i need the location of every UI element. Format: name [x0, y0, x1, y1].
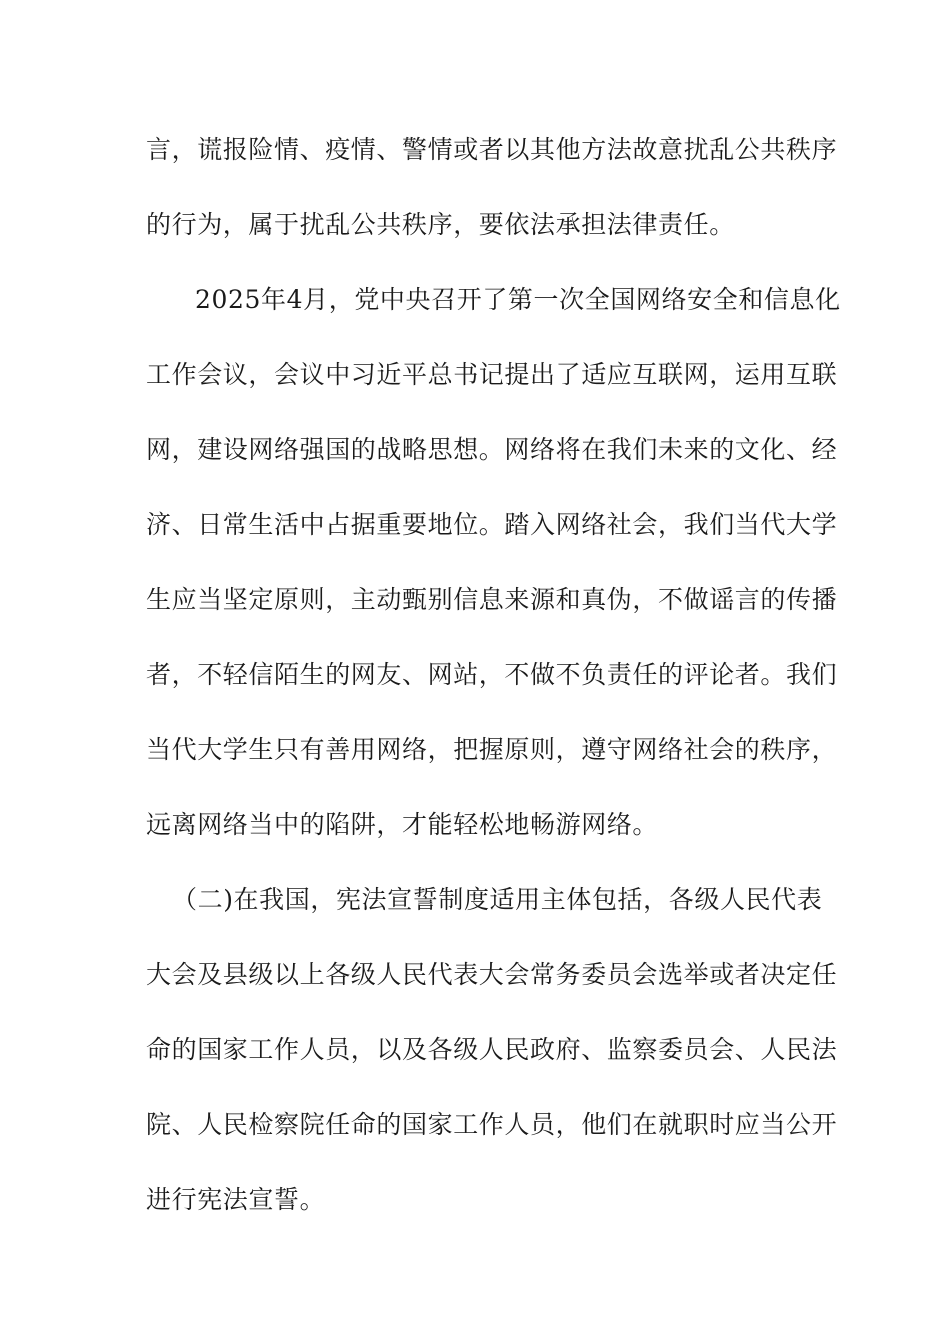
- text-line: 言，谎报险情、疫情、警情或者以其他方法故意扰乱公共秩序: [146, 135, 838, 164]
- text-line: 者，不轻信陌生的网友、网站，不做不负责任的评论者。我们: [146, 660, 838, 689]
- text-line: 的行为，属于扰乱公共秩序，要依法承担法律责任。: [146, 210, 735, 239]
- text-line: 命的国家工作人员，以及各级人民政府、监察委员会、人民法: [146, 1035, 838, 1064]
- text-line: 济、日常生活中占据重要地位。踏入网络社会，我们当代大学: [146, 510, 838, 539]
- paragraph-start-line: （二)在我国，宪法宣誓制度适用主体包括，各级人民代表: [172, 885, 823, 914]
- paragraph-start-line: 2025年4月，党中央召开了第一次全国网络安全和信息化: [195, 285, 841, 314]
- text-line: 工作会议，会议中习近平总书记提出了适应互联网，运用互联: [146, 360, 838, 389]
- text-line: 院、人民检察院任命的国家工作人员，他们在就职时应当公开: [146, 1110, 838, 1139]
- text-line: 生应当坚定原则，主动甄别信息来源和真伪，不做谣言的传播: [146, 585, 838, 614]
- text-line: 远离网络当中的陷阱，才能轻松地畅游网络。: [146, 810, 659, 839]
- text-line: 当代大学生只有善用网络，把握原则，遵守网络社会的秩序，: [146, 735, 838, 764]
- text-line: 网，建设网络强国的战略思想。网络将在我们未来的文化、经: [146, 435, 838, 464]
- text-line: 大会及县级以上各级人民代表大会常务委员会选举或者决定任: [146, 960, 838, 989]
- text-line: 进行宪法宣誓。: [146, 1185, 326, 1214]
